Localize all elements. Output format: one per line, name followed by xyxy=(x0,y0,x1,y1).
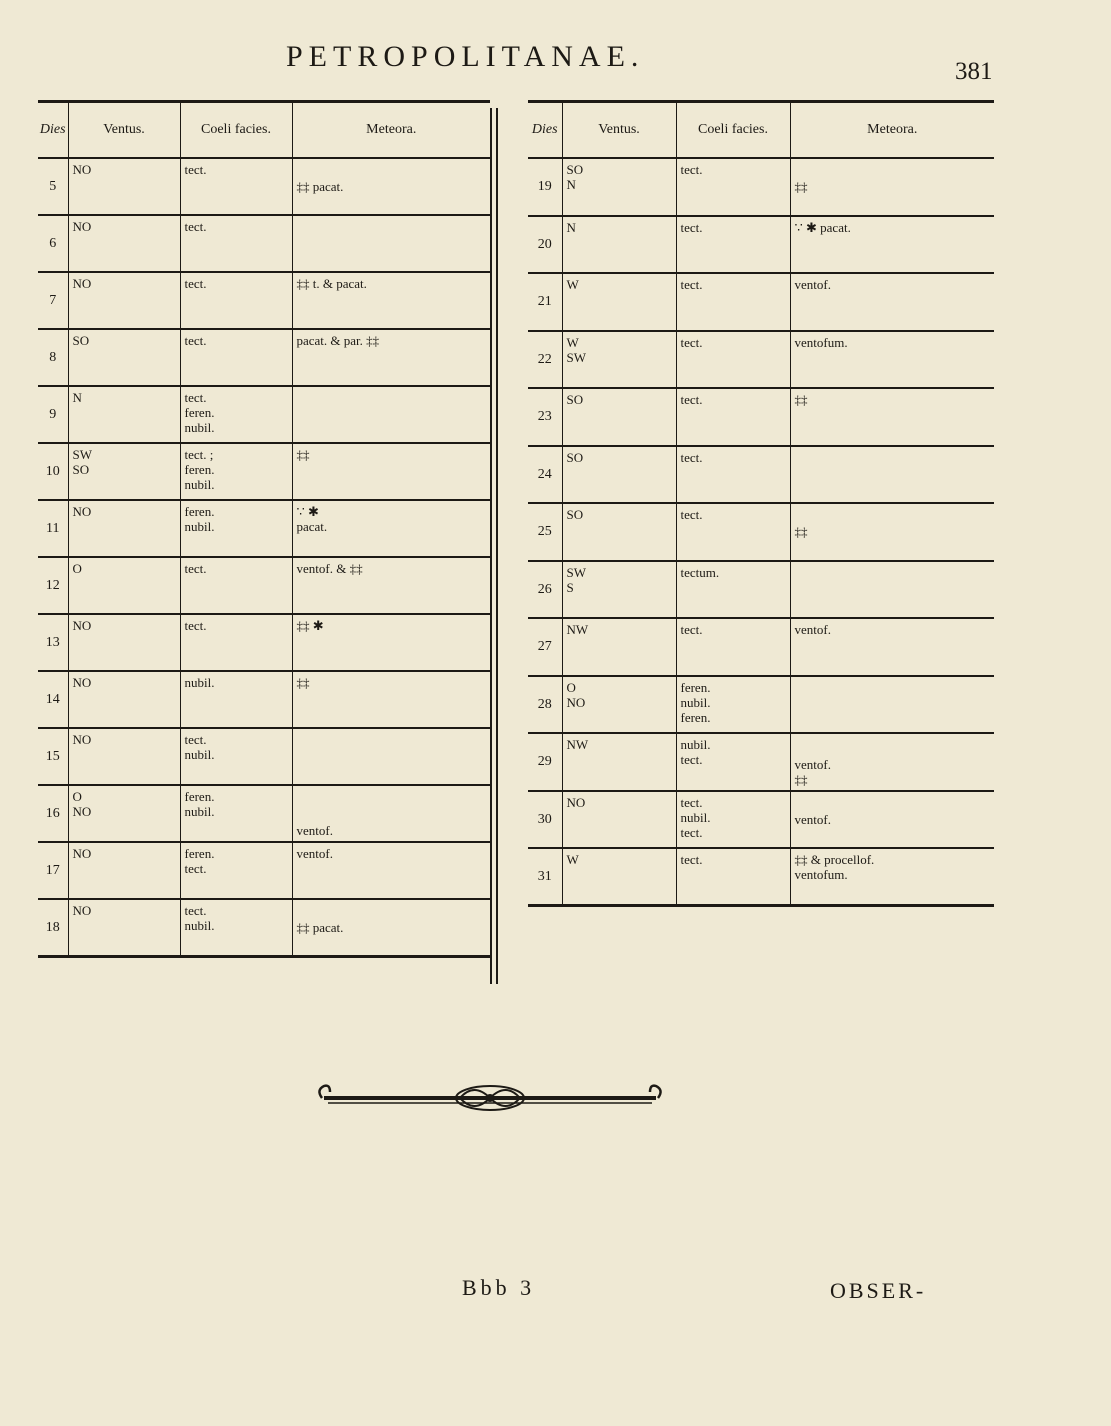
table-row xyxy=(528,676,994,734)
sky-cell-line: nubil. xyxy=(184,519,215,534)
day-cell: 9 xyxy=(38,386,68,443)
sky-cell-line: tect. xyxy=(184,219,207,234)
meteora-cell xyxy=(790,791,994,849)
wind-cell-line: N xyxy=(566,219,576,235)
day-cell: 22 xyxy=(528,331,562,389)
wind-cell-line: W xyxy=(566,334,579,350)
table-row xyxy=(38,386,490,443)
sky-cell-line: tect. xyxy=(184,333,207,348)
sky-cell xyxy=(180,728,292,785)
day-cell: 10 xyxy=(38,443,68,500)
meteora-cell-line: ‡‡ t. & pacat. xyxy=(296,276,367,291)
table-row xyxy=(528,273,994,331)
meteora-cell-line: ventof. xyxy=(794,811,831,827)
table-row xyxy=(38,272,490,329)
header-ventus: Ventus. xyxy=(68,102,180,159)
sky-cell xyxy=(180,614,292,671)
sky-cell-line: feren. xyxy=(184,405,215,420)
meteora-cell-line: ‡‡ xyxy=(794,179,808,195)
wind-cell-line: SO xyxy=(566,449,584,465)
day-cell: 8 xyxy=(38,329,68,386)
day-cell: 7 xyxy=(38,272,68,329)
wind-cell xyxy=(562,733,676,791)
wind-cell-line: NO xyxy=(566,694,586,710)
table-row xyxy=(528,848,994,906)
meteora-cell xyxy=(292,386,490,443)
sky-cell-line: tect. xyxy=(680,219,703,235)
wind-cell-line: NO xyxy=(72,846,92,861)
wind-cell-line: W xyxy=(566,852,579,867)
wind-cell-line: NO xyxy=(72,804,92,819)
meteora-cell-line: pacat. xyxy=(296,519,328,534)
meteora-cell xyxy=(292,557,490,614)
table-row xyxy=(38,158,490,215)
sky-cell-line: feren. xyxy=(680,679,711,695)
meteora-cell xyxy=(292,899,490,956)
table-row xyxy=(528,331,994,389)
meteora-cell-line: ventofum. xyxy=(794,867,848,882)
meteora-cell-line: ‡‡ xyxy=(794,771,808,787)
sky-cell-line: tect. xyxy=(680,752,703,767)
day-cell: 11 xyxy=(38,500,68,557)
signature-mark: Bbb 3 xyxy=(462,1275,536,1300)
wind-cell xyxy=(68,500,180,557)
meteora-cell-line: ‡‡ pacat. xyxy=(296,179,344,194)
sky-cell xyxy=(180,899,292,956)
table-row xyxy=(528,561,994,619)
day-cell: 13 xyxy=(38,614,68,671)
sky-cell xyxy=(676,446,790,504)
wind-cell xyxy=(68,671,180,728)
meteora-cell xyxy=(292,272,490,329)
sky-cell xyxy=(676,791,790,849)
wind-cell xyxy=(68,329,180,386)
meteora-cell xyxy=(790,733,994,791)
sky-cell-line: tect. xyxy=(680,852,703,867)
sky-cell-line: nubil. xyxy=(680,809,711,825)
meteora-cell xyxy=(292,671,490,728)
page-number: 381 xyxy=(955,58,993,85)
table-row xyxy=(528,503,994,561)
wind-cell xyxy=(68,272,180,329)
header-coeli-facies: Coeli facies. xyxy=(676,102,790,159)
sky-cell-line: tect. xyxy=(680,507,703,522)
sky-cell xyxy=(180,215,292,272)
meteora-cell-line: ‡‡ pacat. xyxy=(296,919,344,935)
sky-cell-line: nubil. xyxy=(680,694,711,710)
sky-cell xyxy=(676,331,790,389)
table-row xyxy=(38,899,490,956)
meteora-cell xyxy=(292,329,490,386)
header-dies: Dies xyxy=(38,102,68,159)
wind-cell-line: N xyxy=(72,390,82,405)
wind-cell xyxy=(68,443,180,500)
sky-cell-line: tect. xyxy=(680,449,703,465)
meteora-cell-line: ventof. xyxy=(794,756,831,772)
wind-cell xyxy=(562,848,676,906)
day-cell: 28 xyxy=(528,676,562,734)
sky-cell xyxy=(676,848,790,906)
sky-cell xyxy=(676,733,790,791)
sky-cell xyxy=(676,273,790,331)
wind-cell xyxy=(68,728,180,785)
sky-cell-line: feren. xyxy=(184,462,215,477)
wind-cell-line: S xyxy=(566,579,574,595)
meteora-cell xyxy=(292,785,490,842)
meteora-cell xyxy=(790,273,994,331)
day-cell: 29 xyxy=(528,733,562,791)
sky-cell xyxy=(180,671,292,728)
wind-cell-line: SO xyxy=(72,462,90,477)
day-cell: 30 xyxy=(528,791,562,849)
sky-cell-line: nubil. xyxy=(184,675,215,690)
table-row xyxy=(528,216,994,274)
meteora-cell xyxy=(292,158,490,215)
wind-cell xyxy=(562,388,676,446)
wind-cell xyxy=(562,216,676,274)
sky-cell xyxy=(180,500,292,557)
day-cell: 6 xyxy=(38,215,68,272)
meteora-cell xyxy=(790,676,994,734)
wind-cell-line: SO xyxy=(566,507,584,522)
table-row xyxy=(38,785,490,842)
day-cell: 16 xyxy=(38,785,68,842)
day-cell: 20 xyxy=(528,216,562,274)
sky-cell-line: tect. xyxy=(680,622,703,637)
wind-cell-line: SO xyxy=(566,162,584,177)
wind-cell xyxy=(562,158,676,216)
sky-cell-line: tect. xyxy=(680,824,703,840)
table-row xyxy=(38,557,490,614)
table-row xyxy=(528,388,994,446)
table-row xyxy=(38,443,490,500)
sky-cell-line: tect. xyxy=(184,618,207,633)
meteora-cell-line: ∵ ✱ xyxy=(296,504,319,519)
sky-cell-line: feren. xyxy=(680,709,711,725)
sky-cell xyxy=(676,216,790,274)
day-cell: 27 xyxy=(528,618,562,676)
meteora-cell-line: ‡‡ xyxy=(296,447,310,462)
table-row xyxy=(38,614,490,671)
meteora-cell-line: ∵ ✱ pacat. xyxy=(794,219,851,235)
ornament-flourish xyxy=(314,1078,666,1118)
meteora-cell xyxy=(790,561,994,619)
sky-cell-line: feren. xyxy=(184,789,215,804)
wind-cell-line: NO xyxy=(566,794,586,810)
sky-cell-line: nubil. xyxy=(184,477,215,492)
header-ventus: Ventus. xyxy=(562,102,676,159)
table-row xyxy=(38,671,490,728)
table-body-left xyxy=(38,158,490,956)
sky-cell xyxy=(180,443,292,500)
meteora-cell xyxy=(292,728,490,785)
sky-cell xyxy=(180,557,292,614)
day-cell: 12 xyxy=(38,557,68,614)
day-cell: 23 xyxy=(528,388,562,446)
meteora-cell xyxy=(790,618,994,676)
sky-cell-line: nubil. xyxy=(184,420,215,435)
day-cell: 21 xyxy=(528,273,562,331)
meteora-cell-line: ‡‡ xyxy=(794,392,808,407)
wind-cell-line: NO xyxy=(72,219,92,234)
wind-cell xyxy=(562,791,676,849)
table-row xyxy=(38,842,490,899)
wind-cell-line: O xyxy=(72,789,82,804)
header-meteora: Meteora. xyxy=(790,102,994,159)
meteora-cell-line: ‡‡ & procellof. xyxy=(794,852,875,867)
meteora-cell xyxy=(292,614,490,671)
catchword: OBSER- xyxy=(830,1278,927,1303)
wind-cell-line: O xyxy=(566,679,576,695)
day-cell: 31 xyxy=(528,848,562,906)
meteora-cell xyxy=(292,500,490,557)
right-column xyxy=(528,100,994,907)
sky-cell-line: tect. xyxy=(184,561,207,576)
wind-cell-line: NO xyxy=(72,276,92,291)
meteora-cell xyxy=(790,848,994,906)
sky-cell xyxy=(676,158,790,216)
wind-cell-line: N xyxy=(566,177,576,192)
sky-cell xyxy=(180,329,292,386)
wind-cell xyxy=(562,503,676,561)
sky-cell-line: nubil. xyxy=(184,804,215,819)
sky-cell-line: tect. xyxy=(184,390,207,405)
meteora-cell-line: ventof. xyxy=(296,846,333,861)
wind-cell-line: SW xyxy=(566,349,586,365)
weather-table-left xyxy=(38,100,490,958)
sky-cell-line: feren. xyxy=(184,846,215,861)
sky-cell-line: tect. xyxy=(184,861,207,876)
day-cell: 17 xyxy=(38,842,68,899)
wind-cell-line: NO xyxy=(72,732,92,747)
sky-cell-line: tect. xyxy=(184,903,207,918)
sky-cell xyxy=(676,618,790,676)
meteora-cell-line: ventof. xyxy=(296,823,333,838)
sky-cell-line: tect. xyxy=(680,794,703,810)
sky-cell xyxy=(676,503,790,561)
meteora-cell-line: ‡‡ xyxy=(794,524,808,540)
table-row xyxy=(528,158,994,216)
sky-cell xyxy=(676,676,790,734)
meteora-cell xyxy=(292,215,490,272)
meteora-cell xyxy=(790,216,994,274)
meteora-cell xyxy=(790,158,994,216)
meteora-cell-line: ventof. xyxy=(794,277,831,292)
day-cell: 18 xyxy=(38,899,68,956)
meteora-cell xyxy=(292,443,490,500)
wind-cell-line: SO xyxy=(72,333,90,348)
wind-cell-line: SO xyxy=(566,392,584,407)
sky-cell-line: tect. xyxy=(680,162,703,177)
wind-cell xyxy=(562,561,676,619)
wind-cell xyxy=(68,215,180,272)
table-row xyxy=(38,500,490,557)
sky-cell-line: tectum. xyxy=(680,564,720,580)
day-cell: 19 xyxy=(528,158,562,216)
table-body-right xyxy=(528,158,994,906)
wind-cell-line: NO xyxy=(72,903,92,918)
meteora-cell xyxy=(292,842,490,899)
day-cell: 15 xyxy=(38,728,68,785)
wind-cell xyxy=(562,446,676,504)
sky-cell-line: tect. xyxy=(184,732,207,747)
wind-cell xyxy=(562,331,676,389)
sky-cell-line: tect. ; xyxy=(184,447,214,462)
sky-cell xyxy=(180,785,292,842)
meteora-cell-line: pacat. & par. ‡‡ xyxy=(296,333,380,348)
day-cell: 26 xyxy=(528,561,562,619)
meteora-cell-line: ventofum. xyxy=(794,334,848,350)
header-coeli-facies: Coeli facies. xyxy=(180,102,292,159)
day-cell: 25 xyxy=(528,503,562,561)
table-row xyxy=(38,329,490,386)
wind-cell-line: O xyxy=(72,561,82,576)
meteora-cell-line: ‡‡ xyxy=(296,675,310,690)
wind-cell xyxy=(68,386,180,443)
sky-cell-line: nubil. xyxy=(680,737,711,752)
sky-cell xyxy=(180,386,292,443)
wind-cell-line: SW xyxy=(566,564,586,580)
meteora-cell xyxy=(790,331,994,389)
column-divider xyxy=(490,108,498,984)
sky-cell-line: tect. xyxy=(680,392,703,407)
wind-cell xyxy=(68,899,180,956)
meteora-cell-line: ventof. xyxy=(794,622,831,637)
day-cell: 24 xyxy=(528,446,562,504)
wind-cell-line: NW xyxy=(566,737,589,752)
header-dies: Dies xyxy=(528,102,562,159)
sky-cell-line: tect. xyxy=(680,277,703,292)
wind-cell xyxy=(68,842,180,899)
sky-cell xyxy=(180,842,292,899)
wind-cell xyxy=(68,158,180,215)
wind-cell xyxy=(68,614,180,671)
wind-cell-line: NW xyxy=(566,622,589,637)
wind-cell-line: SW xyxy=(72,447,92,462)
table-row xyxy=(38,215,490,272)
page-title: PETROPOLITANAE. xyxy=(286,40,645,73)
wind-cell xyxy=(68,557,180,614)
sky-cell-line: nubil. xyxy=(184,918,215,933)
table-row xyxy=(528,791,994,849)
meteora-cell-line: ventof. & ‡‡ xyxy=(296,561,363,576)
left-column xyxy=(38,100,490,958)
sky-cell-line: tect. xyxy=(184,162,207,177)
wind-cell-line: NO xyxy=(72,162,92,177)
sky-cell xyxy=(676,388,790,446)
header-meteora: Meteora. xyxy=(292,102,490,159)
sky-cell-line: feren. xyxy=(184,504,215,519)
wind-cell xyxy=(562,273,676,331)
table-row xyxy=(528,446,994,504)
weather-table-right xyxy=(528,100,994,907)
meteora-cell xyxy=(790,388,994,446)
table-row xyxy=(528,733,994,791)
sky-cell xyxy=(180,158,292,215)
wind-cell-line: W xyxy=(566,277,579,292)
sky-cell-line: nubil. xyxy=(184,747,215,762)
day-cell: 14 xyxy=(38,671,68,728)
meteora-cell xyxy=(790,503,994,561)
wind-cell-line: NO xyxy=(72,618,92,633)
wind-cell-line: NO xyxy=(72,675,92,690)
sky-cell-line: tect. xyxy=(680,334,703,350)
day-cell: 5 xyxy=(38,158,68,215)
wind-cell xyxy=(562,618,676,676)
sky-cell xyxy=(676,561,790,619)
table-row xyxy=(38,728,490,785)
sky-cell-line: tect. xyxy=(184,276,207,291)
meteora-cell xyxy=(790,446,994,504)
sky-cell xyxy=(180,272,292,329)
meteora-cell-line: ‡‡ ✱ xyxy=(296,618,324,633)
table-row xyxy=(528,618,994,676)
wind-cell-line: NO xyxy=(72,504,92,519)
wind-cell xyxy=(68,785,180,842)
wind-cell xyxy=(562,676,676,734)
